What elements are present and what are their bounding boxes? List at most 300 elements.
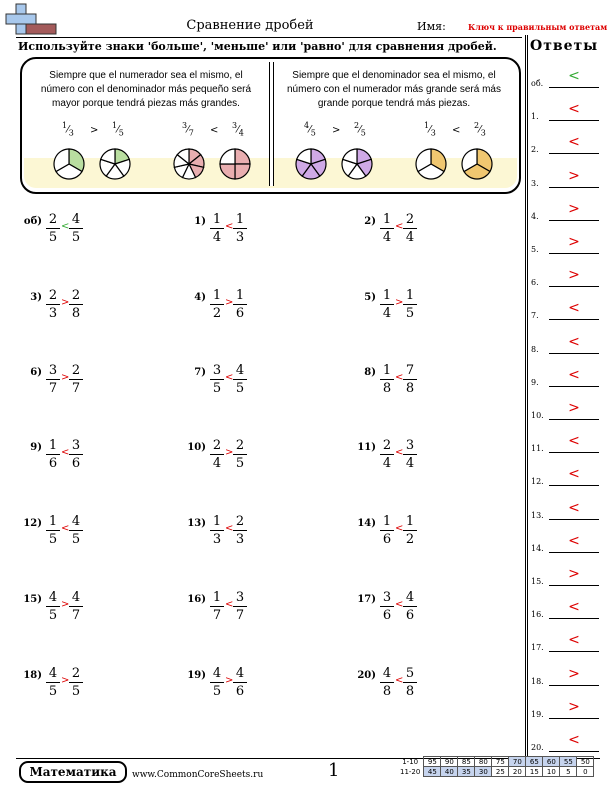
problem-number: 1)	[194, 216, 206, 227]
numerator: 2	[69, 363, 83, 380]
problem	[346, 212, 446, 258]
problem-number: 20)	[357, 670, 376, 681]
denominator: 4	[212, 230, 222, 245]
example-symbol: <	[210, 125, 219, 136]
numerator: 1	[424, 121, 430, 130]
fraction-right	[403, 212, 417, 245]
problem-number: 13)	[187, 518, 206, 529]
answer-number: 13.	[531, 510, 544, 520]
fraction-left	[46, 590, 60, 623]
answer-line	[549, 253, 599, 254]
numerator: 4	[380, 666, 394, 683]
example-fraction-right: $^3⁄_4$	[232, 121, 244, 138]
numerator: 2	[69, 666, 83, 683]
denominator: 8	[405, 381, 415, 396]
fraction-left	[210, 438, 224, 471]
denominator: 8	[71, 306, 81, 321]
answer-line	[549, 120, 599, 121]
denominator: 5	[48, 230, 58, 245]
score-cell: 80	[475, 757, 492, 767]
numerator: 3	[210, 363, 224, 380]
numerator: 2	[474, 121, 480, 130]
denominator: 6	[405, 608, 415, 623]
fraction-left	[380, 438, 394, 471]
problem-number: 3)	[30, 292, 42, 303]
denominator: 8	[382, 381, 392, 396]
denominator: 7	[71, 381, 81, 396]
fraction-pie-icon	[98, 147, 132, 185]
numerator: 1	[403, 514, 417, 531]
score-cell: 20	[509, 767, 526, 777]
answer-row	[531, 435, 599, 455]
problem-number: 10)	[187, 442, 206, 453]
answer-row	[531, 698, 599, 721]
fraction-left	[210, 666, 224, 699]
numerator: 2	[210, 438, 224, 455]
problem-number: 16)	[187, 594, 206, 605]
fraction-right	[403, 590, 417, 623]
denominator: 5	[118, 128, 124, 138]
denominator: 5	[71, 684, 81, 699]
numerator: 1	[210, 590, 224, 607]
numerator: 1	[380, 212, 394, 229]
comparison-symbol: <	[61, 523, 70, 534]
score-cell: 90	[441, 757, 458, 767]
answer-symbol: <	[568, 134, 580, 151]
problem	[12, 438, 112, 484]
problem	[176, 212, 276, 258]
comparison-symbol: <	[395, 675, 404, 686]
denominator: 5	[310, 128, 316, 138]
answer-number: 20.	[531, 743, 544, 752]
fraction-left	[46, 363, 60, 396]
problem	[12, 514, 112, 560]
answers-title: Ответы	[530, 38, 599, 54]
answer-line	[549, 319, 599, 320]
fraction-pie-icon	[172, 147, 206, 185]
answer-symbol: <	[568, 632, 580, 649]
numerator: 1	[403, 288, 417, 305]
denominator: 4	[382, 230, 392, 245]
score-cell: 50	[577, 757, 594, 767]
problem-number: 7)	[194, 367, 206, 378]
comparison-symbol: <	[225, 372, 234, 383]
denominator: 5	[48, 684, 58, 699]
denominator: 6	[235, 684, 245, 699]
answer-line	[549, 651, 599, 652]
fraction-pie-icon	[340, 147, 374, 185]
comparison-symbol: <	[395, 523, 404, 534]
example-fraction-left: $^3⁄_7$	[182, 121, 194, 138]
denominator: 7	[188, 128, 194, 138]
answer-symbol: <	[568, 300, 580, 317]
denominator: 7	[212, 608, 222, 623]
denominator: 5	[212, 381, 222, 396]
problem-number: 14)	[357, 518, 376, 529]
fraction-right	[69, 288, 83, 321]
answer-line	[549, 485, 599, 486]
fraction-pie-icon	[218, 147, 252, 185]
fraction-right	[69, 363, 83, 396]
numerator: 1	[210, 288, 224, 305]
denominator: 6	[71, 456, 81, 471]
answer-row	[531, 568, 599, 588]
answer-number: 16.	[531, 610, 544, 620]
denominator: 3	[212, 532, 222, 547]
answer-number: 14.	[531, 543, 544, 553]
numerator: 1	[233, 212, 247, 229]
logo-plus-minus-icon	[2, 2, 70, 38]
answer-number: 18.	[531, 676, 544, 686]
problem	[12, 212, 112, 258]
fraction-right	[403, 666, 417, 699]
fraction-right	[69, 212, 83, 245]
numerator: 3	[182, 121, 188, 130]
numerator: 4	[403, 590, 417, 607]
fraction-right	[233, 666, 247, 699]
fraction-right	[69, 666, 83, 699]
answer-number: 3.	[531, 178, 539, 188]
answer-row	[531, 70, 599, 90]
fraction-right	[403, 363, 417, 396]
answer-line	[549, 751, 599, 752]
score-cell: 85	[458, 757, 475, 767]
numerator: 2	[380, 438, 394, 455]
answer-row	[531, 103, 599, 123]
comparison-symbol: <	[395, 599, 404, 610]
example-symbol: <	[452, 125, 461, 136]
example-fraction-left: $^1⁄_3$	[424, 121, 436, 138]
rule-text-same-numerator: Siempre que el numerador sea el mismo, el número con el denominador más pequeño será mayor porque tendrá piezas más grandes.	[40, 70, 252, 109]
fraction-right	[403, 438, 417, 471]
numerator: 3	[46, 363, 60, 380]
score-cell: 0	[577, 767, 594, 777]
denominator: 8	[405, 684, 415, 699]
answer-line	[549, 552, 599, 553]
problem	[176, 514, 276, 560]
score-cell: 55	[560, 757, 577, 767]
problem	[346, 666, 446, 712]
fraction-right	[233, 438, 247, 471]
denominator: 6	[48, 456, 58, 471]
denominator: 7	[71, 608, 81, 623]
comparison-symbol: >	[225, 675, 234, 686]
score-cell: 30	[475, 767, 492, 777]
denominator: 3	[235, 230, 245, 245]
comparison-symbol: <	[61, 447, 70, 458]
example-fraction-right: $^1⁄_5$	[112, 121, 124, 138]
fraction-left	[46, 212, 60, 245]
numerator: 1	[46, 438, 60, 455]
comparison-symbol: <	[225, 221, 234, 232]
answer-symbol: >	[568, 234, 580, 250]
answer-number: 17.	[531, 643, 544, 653]
score-cell: 15	[526, 767, 543, 777]
numerator: 2	[69, 288, 83, 305]
example-symbol: >	[90, 125, 99, 136]
answer-number: 5.	[531, 245, 539, 254]
name-label: Имя:	[417, 20, 446, 33]
score-cell: 40	[441, 767, 458, 777]
answer-row	[531, 136, 599, 156]
denominator: 5	[405, 306, 415, 321]
fraction-right	[233, 288, 247, 321]
problem	[176, 288, 276, 334]
comparison-symbol: <	[225, 523, 234, 534]
numerator: 3	[233, 590, 247, 607]
answer-symbol: >	[568, 167, 580, 184]
problem-number: 19)	[187, 670, 206, 681]
score-cell: 45	[424, 767, 441, 777]
denominator: 3	[48, 306, 58, 321]
answer-number: 10.	[531, 411, 544, 420]
answer-number: 4.	[531, 211, 539, 221]
answer-line	[549, 618, 599, 619]
score-table	[398, 756, 594, 777]
answer-row	[531, 665, 599, 688]
answer-row	[531, 402, 599, 422]
fraction-pie-icon	[294, 147, 328, 185]
fraction-right	[69, 438, 83, 471]
numerator: 2	[46, 288, 60, 305]
denominator: 6	[382, 608, 392, 623]
score-row	[398, 757, 594, 767]
comparison-symbol: <	[395, 447, 404, 458]
comparison-symbol: >	[225, 447, 234, 458]
answer-line	[549, 519, 599, 520]
answer-symbol: <	[568, 68, 580, 84]
denominator: 4	[382, 306, 392, 321]
site-url: www.CommonCoreSheets.ru	[132, 770, 264, 780]
example-symbol: >	[332, 125, 341, 136]
answer-number: 1.	[531, 112, 539, 122]
numerator: 3	[403, 438, 417, 455]
fraction-left	[380, 666, 394, 699]
numerator: 1	[210, 514, 224, 531]
answer-key-label: Ключ к правильным ответам	[468, 22, 608, 32]
fraction-right	[69, 514, 83, 547]
numerator: 1	[233, 288, 247, 305]
fraction-right	[403, 514, 417, 547]
problem-number: 12)	[23, 518, 42, 529]
comparison-symbol: <	[225, 599, 234, 610]
fraction-right	[403, 288, 417, 321]
fraction-pie-icon	[52, 147, 86, 185]
answer-number: 19.	[531, 709, 544, 719]
answer-row	[531, 734, 599, 754]
answer-row	[531, 499, 599, 522]
answer-row	[531, 634, 599, 654]
page-title: Сравнение дробей	[186, 18, 314, 33]
fraction-pie-icon	[414, 147, 448, 185]
answer-row	[531, 302, 599, 322]
answer-line	[549, 452, 599, 453]
numerator: 4	[69, 514, 83, 531]
denominator: 5	[48, 532, 58, 547]
score-cell: 60	[543, 757, 560, 767]
answer-number: 11.	[531, 444, 544, 454]
comparison-symbol: >	[61, 675, 70, 686]
answer-line	[549, 685, 599, 686]
denominator: 4	[382, 456, 392, 471]
fraction-right	[69, 590, 83, 623]
denominator: 2	[405, 532, 415, 547]
numerator: 4	[46, 590, 60, 607]
answer-symbol: <	[568, 732, 580, 748]
example-fraction-right: $^2⁄_5$	[354, 121, 366, 138]
comparison-symbol: >	[61, 297, 70, 308]
example-fraction-right: $^2⁄_3$	[474, 121, 486, 138]
numerator: 4	[233, 363, 247, 380]
score-range-label: 1-10	[402, 757, 419, 766]
fraction-left	[210, 514, 224, 547]
answer-number: 6.	[531, 278, 539, 288]
problem-number: об)	[23, 216, 42, 227]
score-cell: 10	[543, 767, 560, 777]
fraction-right	[233, 590, 247, 623]
answer-line	[549, 419, 599, 420]
denominator: 2	[212, 306, 222, 321]
fraction-right	[233, 212, 247, 245]
numerator: 4	[46, 666, 60, 683]
answer-number: 8.	[531, 344, 539, 354]
numerator: 2	[403, 212, 417, 229]
denominator: 4	[212, 456, 222, 471]
numerator: 7	[403, 363, 417, 380]
problem-number: 8)	[364, 367, 376, 378]
comparison-symbol: >	[225, 297, 234, 308]
numerator: 3	[380, 590, 394, 607]
answer-number: 15.	[531, 577, 544, 586]
example-fraction-left: $^1⁄_3$	[62, 121, 74, 138]
answer-line	[549, 353, 599, 354]
fraction-left	[46, 438, 60, 471]
problem	[176, 666, 276, 712]
answer-symbol: <	[568, 466, 580, 483]
page-number: 1	[328, 760, 340, 781]
fraction-left	[46, 288, 60, 321]
problem-number: 17)	[357, 594, 376, 605]
fraction-left	[210, 590, 224, 623]
answer-symbol: <	[568, 366, 580, 383]
problem-number: 11)	[357, 442, 376, 453]
denominator: 5	[71, 230, 81, 245]
problem	[176, 590, 276, 636]
problem	[346, 514, 446, 560]
problem	[12, 666, 112, 712]
score-cell: 35	[458, 767, 475, 777]
fraction-left	[46, 666, 60, 699]
header-divider	[16, 37, 522, 38]
answer-symbol: >	[568, 566, 580, 582]
denominator: 6	[235, 306, 245, 321]
fraction-left	[210, 212, 224, 245]
rule-text-same-denominator: Siempre que el denominador sea el mismo, el número con el numerador más grande será más grande porque tendrá más piezas.	[287, 70, 501, 109]
answer-symbol: <	[568, 532, 580, 549]
numerator: 1	[62, 121, 68, 130]
fraction-left	[46, 514, 60, 547]
answer-number: 7.	[531, 311, 539, 321]
problem-number: 5)	[364, 292, 376, 303]
example-fraction-left: $^4⁄_5$	[304, 121, 316, 138]
numerator: 3	[232, 121, 238, 130]
score-cell: 65	[526, 757, 543, 767]
problem	[346, 438, 446, 484]
problem-number: 18)	[23, 670, 42, 681]
problem	[346, 288, 446, 334]
denominator: 4	[405, 456, 415, 471]
answer-symbol: <	[568, 599, 580, 616]
denominator: 6	[382, 532, 392, 547]
numerator: 2	[233, 514, 247, 531]
answer-symbol: <	[568, 101, 580, 118]
score-cell: 5	[560, 767, 577, 777]
numerator: 2	[233, 438, 247, 455]
score-cell: 75	[492, 757, 509, 767]
problem-number: 15)	[23, 594, 42, 605]
answer-line	[549, 220, 599, 221]
answer-line	[549, 286, 599, 287]
numerator: 4	[69, 590, 83, 607]
numerator: 1	[112, 121, 118, 130]
answer-line	[549, 718, 599, 719]
problem	[12, 590, 112, 636]
answer-row	[531, 532, 599, 555]
numerator: 1	[380, 288, 394, 305]
fraction-left	[380, 514, 394, 547]
fraction-pie-icon	[460, 147, 494, 185]
answer-symbol: <	[568, 433, 580, 450]
problem-number: 9)	[30, 442, 42, 453]
answer-symbol: <	[568, 499, 580, 516]
numerator: 3	[69, 438, 83, 455]
answer-row	[531, 333, 599, 356]
numerator: 4	[210, 666, 224, 683]
numerator: 4	[69, 212, 83, 229]
denominator: 5	[360, 128, 366, 138]
answer-number: об.	[531, 79, 544, 88]
rule-box	[20, 57, 521, 194]
denominator: 5	[235, 381, 245, 396]
answer-symbol: >	[568, 665, 580, 682]
denominator: 3	[480, 128, 486, 138]
score-cell: 95	[424, 757, 441, 767]
numerator: 2	[46, 212, 60, 229]
answer-line	[549, 187, 599, 188]
denominator: 3	[430, 128, 436, 138]
comparison-symbol: <	[61, 221, 70, 232]
denominator: 5	[235, 456, 245, 471]
answer-symbol: <	[568, 333, 580, 350]
fraction-left	[210, 363, 224, 396]
answer-number: 9.	[531, 377, 539, 387]
answer-row	[531, 167, 599, 190]
fraction-left	[380, 212, 394, 245]
numerator: 4	[233, 666, 247, 683]
problem-number: 6)	[30, 367, 42, 378]
denominator: 7	[48, 381, 58, 396]
score-row	[398, 767, 594, 777]
numerator: 1	[210, 212, 224, 229]
comparison-symbol: <	[395, 372, 404, 383]
answer-row	[531, 366, 599, 389]
numerator: 1	[380, 514, 394, 531]
denominator: 3	[68, 128, 74, 138]
fraction-right	[233, 514, 247, 547]
problem	[176, 363, 276, 409]
denominator: 4	[238, 128, 244, 138]
denominator: 5	[212, 684, 222, 699]
